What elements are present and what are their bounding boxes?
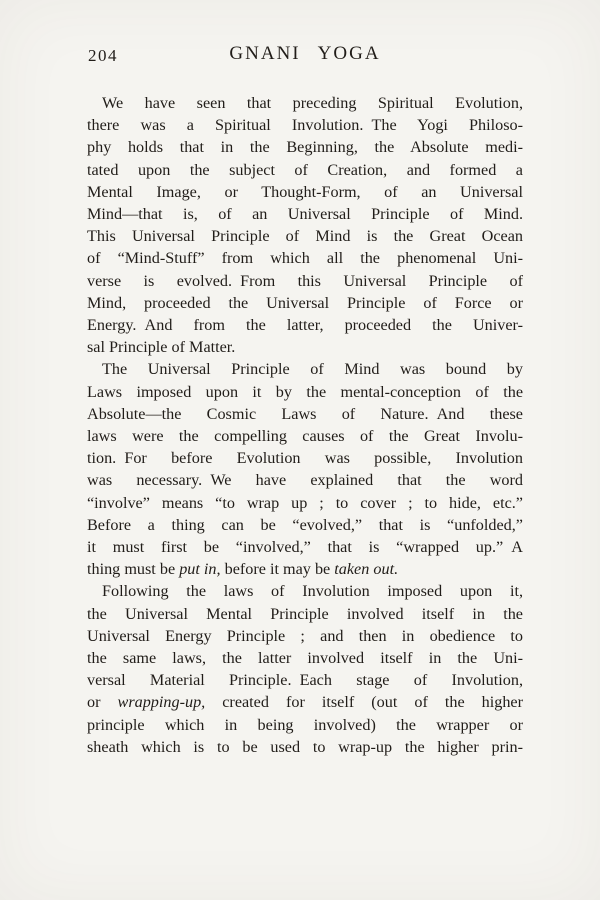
text-line <box>87 736 523 758</box>
body-text: principle which in being involved) the wrapper or <box>87 715 523 734</box>
body-text: of “Mind-Stuff” from which all the phenomenal Uni- <box>87 249 523 268</box>
body-text: thing must be <box>87 560 180 579</box>
text-line <box>87 314 523 336</box>
body-text: was necessary. We have explained that the word <box>87 471 523 490</box>
running-title: GNANI YOGA <box>229 43 381 64</box>
text-line <box>87 691 523 713</box>
text-line <box>87 625 523 647</box>
body-text: Energy. And from the latter, proceeded the Univer- <box>87 316 523 335</box>
body-text: created for itself (out of the higher <box>205 693 524 712</box>
body-text: Mind, proceeded the Universal Principle of Force or <box>87 293 523 312</box>
italic-text: put in, <box>179 560 221 579</box>
body-text: it must first be “involved,” that is “wrapped up.” A <box>87 538 523 557</box>
body-text: Laws imposed upon it by the mental-conception of the <box>87 382 523 401</box>
text-line <box>87 114 523 136</box>
text-line <box>87 159 523 181</box>
body-text: Mind—that is, of an Universal Principle of Mind. <box>87 205 523 224</box>
text-line <box>87 536 523 558</box>
body-text: “involve” means “to wrap up ; to cover ; to hide, etc.” <box>87 493 523 512</box>
text-line <box>87 425 523 447</box>
text-line <box>87 714 523 736</box>
body-text: Before a thing can be “evolved,” that is “unfolded,” <box>87 515 523 534</box>
text-line <box>87 225 523 247</box>
body-text: versal Material Principle. Each stage of Involution, <box>87 671 523 690</box>
body-text: verse is evolved. From this Universal Principle of <box>87 271 523 290</box>
italic-text: wrapping-up, <box>117 693 206 712</box>
body-text: laws were the compelling causes of the Great Involu- <box>87 427 523 446</box>
text-line <box>87 514 523 536</box>
text-line <box>87 580 523 602</box>
text-line <box>87 136 523 158</box>
page-header <box>87 43 523 67</box>
text-line <box>87 358 523 380</box>
text-line <box>87 492 523 514</box>
text-line <box>87 403 523 425</box>
body-text: We have seen that preceding Spiritual Evolution, <box>102 94 523 112</box>
italic-text: taken out. <box>334 560 399 579</box>
text-line <box>87 603 523 625</box>
text-line <box>87 247 523 269</box>
body-text: tated upon the subject of Creation, and formed a <box>87 160 523 179</box>
paragraph-2 <box>87 358 523 580</box>
body-text: before it may be <box>220 560 335 579</box>
text-line <box>87 381 523 403</box>
paragraph-3 <box>87 580 523 758</box>
text-line <box>87 292 523 314</box>
text-line <box>87 558 523 580</box>
body-text: tion. For before Evolution was possible, Involution <box>87 449 523 468</box>
page-text <box>87 92 523 758</box>
body-text: Universal Energy Principle ; and then in obedience to <box>87 626 523 645</box>
text-line <box>87 92 523 114</box>
text-line <box>87 203 523 225</box>
page-number: 204 <box>88 46 118 65</box>
body-text: Following the laws of Involution imposed upon it, <box>102 582 523 601</box>
body-text: This Universal Principle of Mind is the Great Ocean <box>87 227 523 246</box>
body-text: sal Principle of Matter. <box>87 338 236 357</box>
body-text: there was a Spiritual Involution. The Yogi Philoso- <box>87 116 523 135</box>
text-line <box>87 336 523 358</box>
text-line <box>87 669 523 691</box>
body-text: phy holds that in the Beginning, the Absolute medi- <box>87 138 523 157</box>
body-text: sheath which is to be used to wrap-up the higher prin- <box>87 737 523 756</box>
text-line <box>87 647 523 669</box>
body-text: Absolute—the Cosmic Laws of Nature. And these <box>87 404 523 423</box>
body-text: the same laws, the latter involved itself in the Uni- <box>87 649 523 668</box>
text-line <box>87 469 523 491</box>
paragraph-1 <box>87 92 523 358</box>
body-text: Mental Image, or Thought-Form, of an Universal <box>87 182 523 201</box>
text-line <box>87 447 523 469</box>
body-text: or <box>87 693 118 712</box>
body-text: the Universal Mental Principle involved itself in the <box>87 604 523 623</box>
text-line <box>87 181 523 203</box>
body-text: The Universal Principle of Mind was bound by <box>102 360 523 379</box>
text-line <box>87 270 523 292</box>
